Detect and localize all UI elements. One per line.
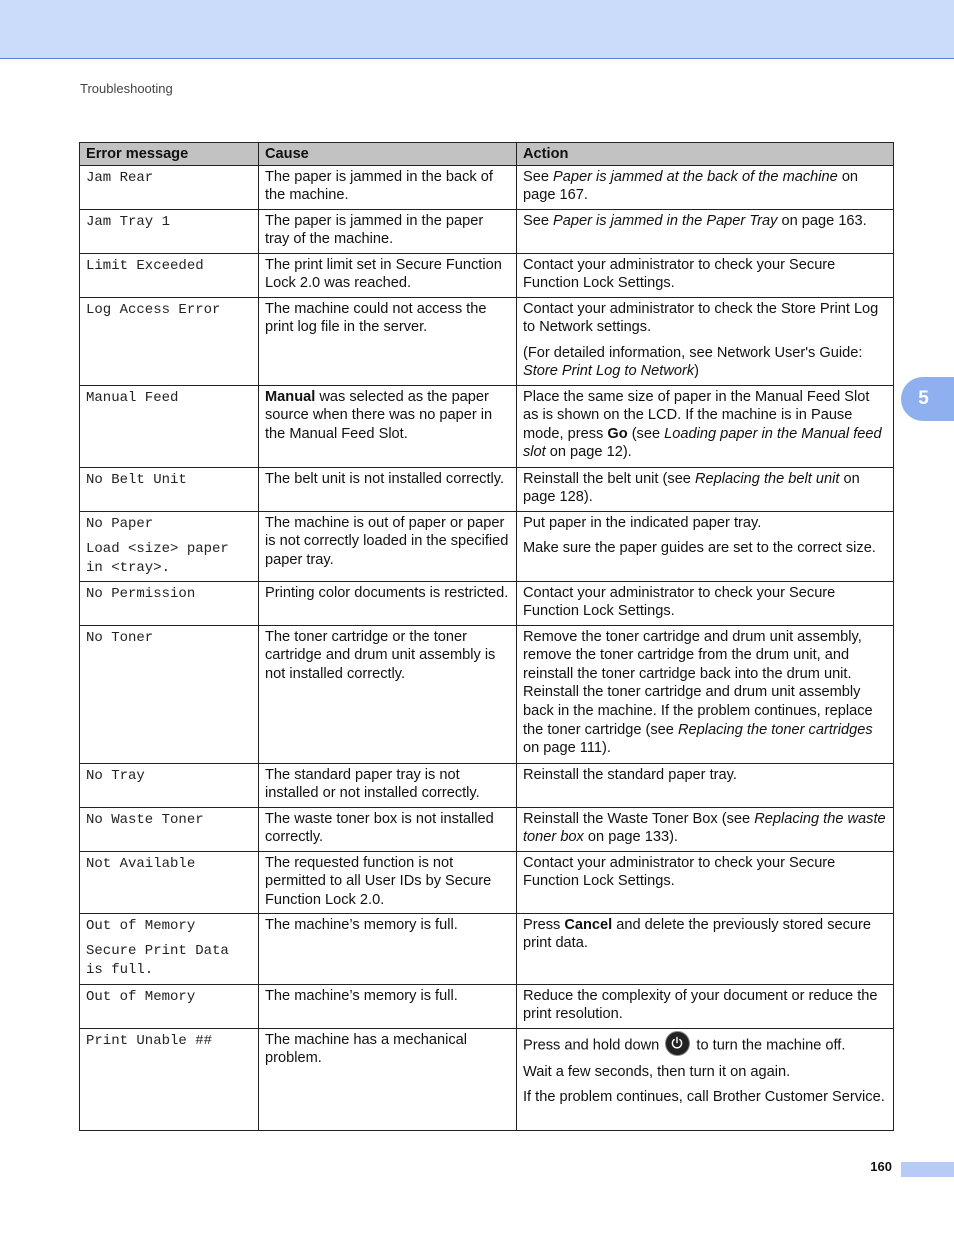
error-table xyxy=(79,142,894,1131)
action-paragraph xyxy=(523,300,887,337)
header-band xyxy=(0,0,954,59)
action-paragraph xyxy=(523,584,887,621)
text-run: The waste toner box is not installed correctly. xyxy=(265,810,494,846)
cause-cell xyxy=(259,165,517,209)
action-paragraph xyxy=(523,344,887,381)
bold-text: Cancel xyxy=(564,916,613,933)
table-row xyxy=(80,467,894,511)
error-message-cell xyxy=(80,467,259,511)
text-run: on page 12). xyxy=(545,444,632,461)
text-run: Place the same size of paper in the Manual Feed Slot as is shown on the LCD. If the machine is in Pause mode, press xyxy=(523,388,870,442)
table-row xyxy=(80,581,894,625)
text-run: and delete the previously stored secure print data. xyxy=(523,916,872,952)
text-run: The machine’s memory is full. xyxy=(265,987,458,1004)
cause-cell xyxy=(259,625,517,763)
action-paragraph xyxy=(523,514,887,533)
action-paragraph xyxy=(523,1088,887,1107)
cause-cell xyxy=(259,581,517,625)
action-paragraph xyxy=(523,470,887,507)
table-row xyxy=(80,209,894,253)
action-paragraph xyxy=(523,810,887,847)
text-run: Make sure the paper guides are set to the correct size. xyxy=(523,540,876,557)
action-cell xyxy=(517,511,894,581)
error-message-text: Limit Exceeded xyxy=(86,257,204,274)
text-run: on page 163. xyxy=(777,212,867,229)
section-title: Troubleshooting xyxy=(80,81,173,96)
error-message-cell xyxy=(80,581,259,625)
cause-cell xyxy=(259,913,517,984)
text-run: See xyxy=(523,212,554,229)
action-cell xyxy=(517,385,894,467)
error-rows xyxy=(80,165,894,1130)
text-run: Reinstall the standard paper tray. xyxy=(523,766,737,783)
bold-text: Manual xyxy=(265,388,316,405)
cross-reference-text: Paper is jammed at the back of the machine xyxy=(553,168,838,185)
action-paragraph xyxy=(523,256,887,293)
error-message-text: Out of Memory xyxy=(86,917,196,934)
error-message-cell xyxy=(80,913,259,984)
cause-cell xyxy=(259,209,517,253)
error-message-text: Log Access Error xyxy=(86,301,221,318)
action-paragraph xyxy=(523,987,887,1024)
text-run: See xyxy=(523,168,554,185)
cause-cell xyxy=(259,763,517,807)
cross-reference-text: Replacing the waste toner box xyxy=(523,810,886,846)
text-run: The machine is out of paper or paper is not correctly loaded in the specified paper tray. xyxy=(265,514,509,568)
text-run: The paper is jammed in the paper tray of the machine. xyxy=(265,212,484,248)
action-cell xyxy=(517,625,894,763)
table-header-row xyxy=(80,143,894,166)
cross-reference-text: Paper is jammed in the Paper Tray xyxy=(553,212,778,229)
action-paragraph xyxy=(523,916,887,953)
error-message-cell xyxy=(80,807,259,851)
table-row xyxy=(80,253,894,297)
text-run: Contact your administrator to check your Secure Function Lock Settings. xyxy=(523,256,836,292)
cause-cell xyxy=(259,984,517,1028)
chapter-tab[interactable]: 5 xyxy=(901,377,954,421)
text-run: The machine’s memory is full. xyxy=(265,916,458,933)
cause-cell xyxy=(259,807,517,851)
table-row xyxy=(80,1028,894,1130)
error-message-cell xyxy=(80,625,259,763)
cause-cell xyxy=(259,1028,517,1130)
text-run: The toner cartridge or the toner cartridge and drum unit assembly is not installed correctly. xyxy=(265,628,496,682)
column-header-cause: Cause xyxy=(259,143,517,166)
error-message-text: No Tray xyxy=(86,767,145,784)
page-number-bar xyxy=(901,1162,954,1177)
power-icon xyxy=(665,1031,690,1056)
cross-reference-text: Replacing the belt unit xyxy=(694,470,840,487)
error-message-text: Manual Feed xyxy=(86,389,179,406)
error-message-cell xyxy=(80,511,259,581)
action-cell xyxy=(517,1028,894,1130)
text-run: Wait a few seconds, then turn it on again. xyxy=(523,1063,791,1080)
action-paragraph xyxy=(523,1063,887,1082)
error-message-cell xyxy=(80,253,259,297)
error-message-text: No Toner xyxy=(86,629,154,646)
error-message-text: Out of Memory xyxy=(86,988,196,1005)
page-number: 160 xyxy=(870,1159,892,1174)
text-run: Reduce the complexity of your document or reduce the print resolution. xyxy=(523,987,878,1023)
error-message-text: Not Available xyxy=(86,855,196,872)
error-message-text: Secure Print Data is full. xyxy=(86,943,229,978)
text-run: (see xyxy=(627,425,665,442)
table-row xyxy=(80,763,894,807)
error-message-cell xyxy=(80,385,259,467)
cross-reference-text: Loading paper in the Manual feed slot xyxy=(523,425,882,461)
column-header-error-message: Error message xyxy=(80,143,259,166)
text-run: Reinstall the belt unit (see xyxy=(523,470,695,487)
error-message-text: Load <size> paper in <tray>. xyxy=(86,541,229,576)
text-run: Contact your administrator to check your Secure Function Lock Settings. xyxy=(523,584,836,620)
error-message-cell xyxy=(80,165,259,209)
text-run: Reinstall the Waste Toner Box (see xyxy=(523,810,755,827)
text-run: (For detailed information, see Network User's Guide: xyxy=(523,344,863,361)
table-row xyxy=(80,913,894,984)
table-row xyxy=(80,511,894,581)
error-message-text: No Waste Toner xyxy=(86,811,204,828)
cause-cell xyxy=(259,385,517,467)
text-run: Remove the toner cartridge and drum unit assembly, remove the toner cartridge from the drum unit, and reinstall the toner cartridge back into the drum unit. Reinstall the toner cartridge and drum unit assembly back in the machine. If the problem continues, replace the toner cartridge (see xyxy=(523,628,873,738)
action-paragraph xyxy=(523,854,887,891)
table-row xyxy=(80,297,894,385)
text-run: on page 167. xyxy=(523,168,859,204)
action-paragraph xyxy=(523,388,887,462)
action-paragraph xyxy=(523,1035,887,1056)
text-run: Press xyxy=(523,916,565,933)
error-message-text: Jam Rear xyxy=(86,169,154,186)
column-header-action: Action xyxy=(517,143,894,166)
error-message-text: Print Unable ## xyxy=(86,1032,213,1049)
text-run: Put paper in the indicated paper tray. xyxy=(523,514,762,531)
text-run: Printing color documents is restricted. xyxy=(265,584,509,601)
text-run: Contact your administrator to check your Secure Function Lock Settings. xyxy=(523,854,836,890)
text-run: on page 111). xyxy=(523,740,611,757)
action-cell xyxy=(517,984,894,1028)
action-paragraph xyxy=(523,628,887,758)
table-row xyxy=(80,984,894,1028)
cause-cell xyxy=(259,467,517,511)
error-message-text: No Paper xyxy=(86,515,154,532)
text-run: The requested function is not permitted to all User IDs by Secure Function Lock 2.0. xyxy=(265,854,492,908)
table-row xyxy=(80,807,894,851)
text-run: The belt unit is not installed correctly. xyxy=(265,470,505,487)
text-run: The paper is jammed in the back of the machine. xyxy=(265,168,493,204)
error-message-cell xyxy=(80,209,259,253)
text-run: The machine has a mechanical problem. xyxy=(265,1031,467,1067)
cross-reference-text: Store Print Log to Network xyxy=(523,363,695,380)
error-message-cell xyxy=(80,1028,259,1130)
action-paragraph xyxy=(523,539,887,558)
action-cell xyxy=(517,209,894,253)
action-cell xyxy=(517,913,894,984)
action-cell xyxy=(517,253,894,297)
action-cell xyxy=(517,763,894,807)
bold-text: Go xyxy=(607,425,628,442)
text-run: to turn the machine off. xyxy=(692,1036,846,1053)
text-run: If the problem continues, call Brother Customer Service. xyxy=(523,1089,885,1106)
action-paragraph xyxy=(523,168,887,205)
text-run: The standard paper tray is not installed or not installed correctly. xyxy=(265,766,480,802)
error-message-text: No Permission xyxy=(86,585,196,602)
action-cell xyxy=(517,165,894,209)
text-run: was selected as the paper source when there was no paper in the Manual Feed Slot. xyxy=(265,388,493,442)
error-message-text: No Belt Unit xyxy=(86,471,187,488)
cause-cell xyxy=(259,511,517,581)
table-row xyxy=(80,625,894,763)
cause-cell xyxy=(259,851,517,913)
text-run: The print limit set in Secure Function Lock 2.0 was reached. xyxy=(265,256,502,292)
text-run: Press and hold down xyxy=(523,1036,664,1053)
error-message-cell xyxy=(80,984,259,1028)
cause-cell xyxy=(259,253,517,297)
action-cell xyxy=(517,297,894,385)
action-cell xyxy=(517,807,894,851)
action-paragraph xyxy=(523,212,887,231)
error-message-cell xyxy=(80,297,259,385)
cross-reference-text: Replacing the toner cartridges xyxy=(677,721,873,738)
error-message-cell xyxy=(80,851,259,913)
action-cell xyxy=(517,581,894,625)
text-run: ) xyxy=(694,363,700,380)
error-message-text: Jam Tray 1 xyxy=(86,213,171,230)
error-message-cell xyxy=(80,763,259,807)
text-run: Contact your administrator to check the Store Print Log to Network settings. xyxy=(523,300,879,336)
table-row xyxy=(80,851,894,913)
table-row xyxy=(80,165,894,209)
cause-cell xyxy=(259,297,517,385)
action-paragraph xyxy=(523,766,887,785)
text-run: on page 133). xyxy=(583,829,678,846)
action-cell xyxy=(517,467,894,511)
action-cell xyxy=(517,851,894,913)
text-run: on page 128). xyxy=(523,470,860,506)
table-row xyxy=(80,385,894,467)
text-run: The machine could not access the print log file in the server. xyxy=(265,300,487,336)
